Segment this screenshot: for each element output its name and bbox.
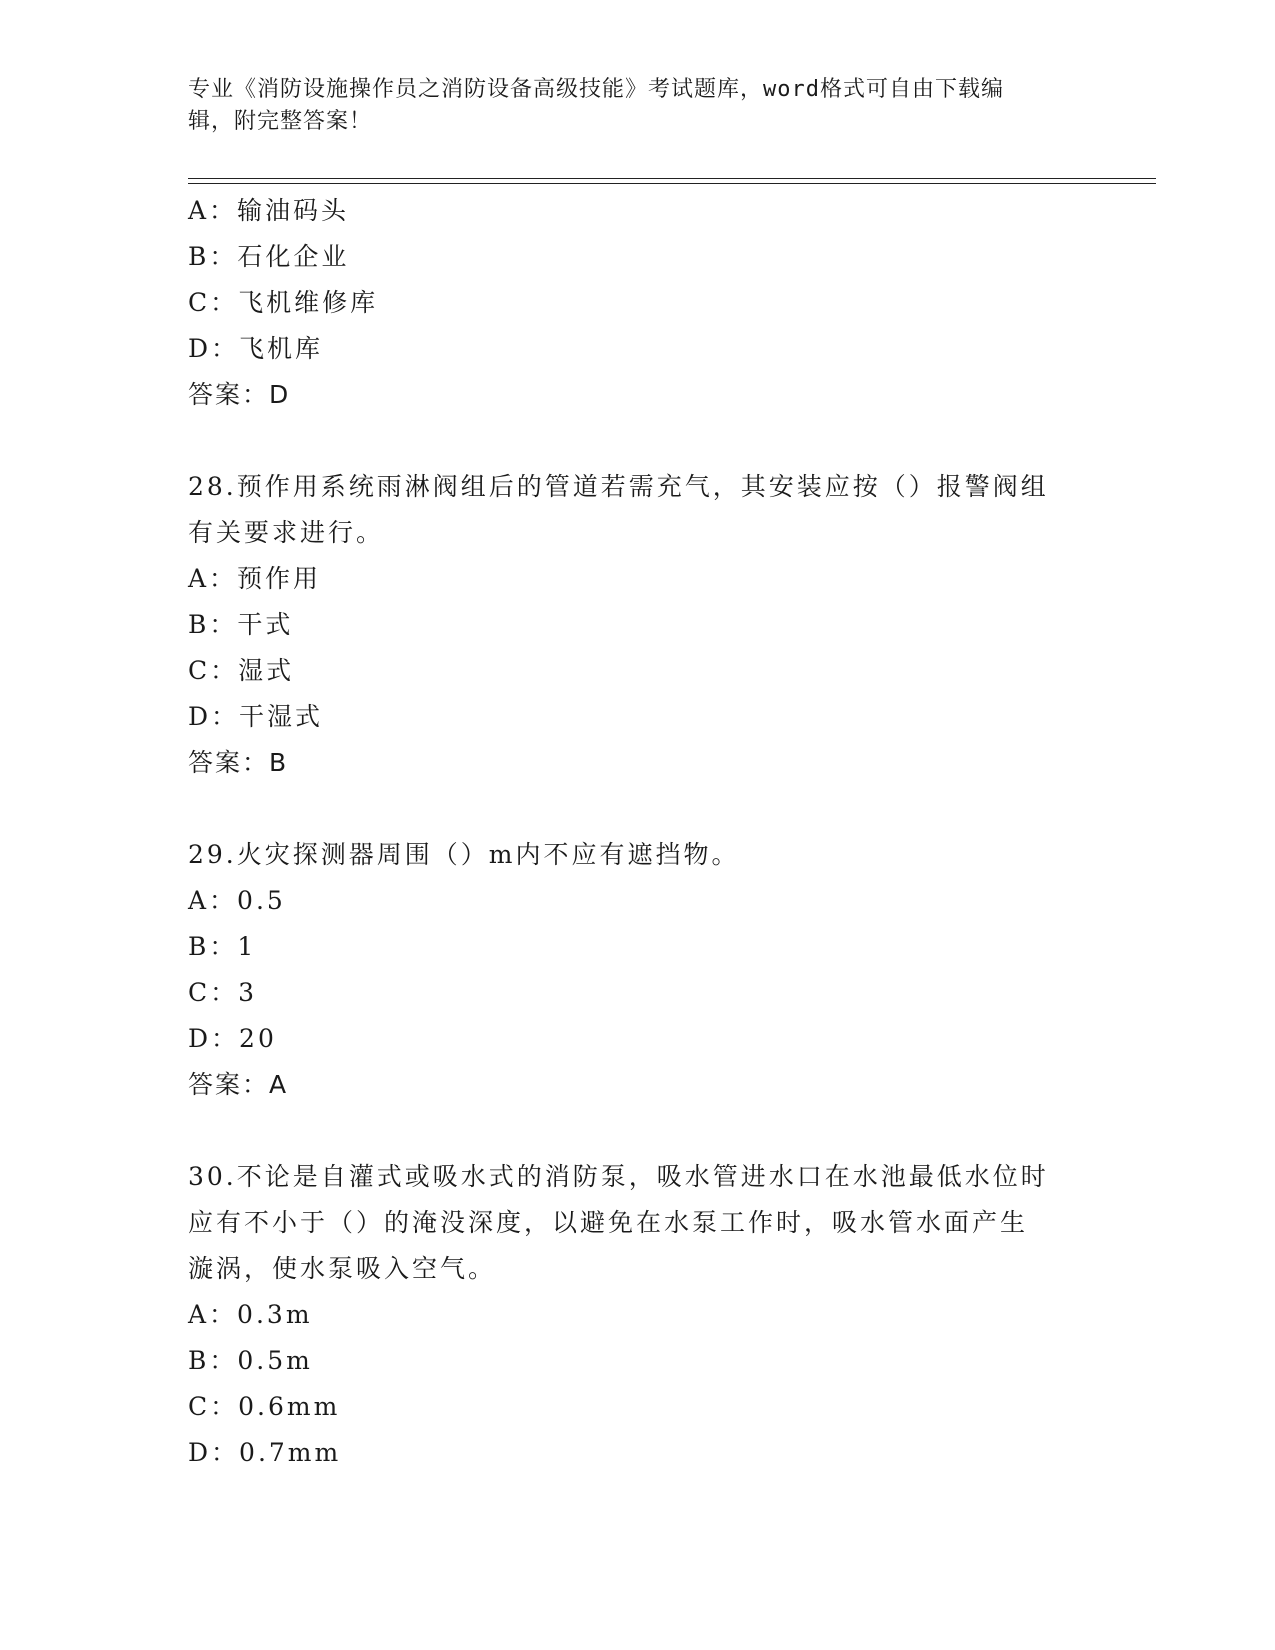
question-spacer	[188, 786, 1088, 832]
question-text-line-3: 漩涡，使水泵吸入空气。	[188, 1254, 497, 1283]
header-rule-top	[188, 178, 1156, 179]
option-b: B：0.5m	[188, 1346, 313, 1375]
option-c: C：0.6mm	[188, 1392, 341, 1421]
option-a: A：输油码头	[188, 196, 350, 225]
question-text-line-1: 30.不论是自灌式或吸水式的消防泵，吸水管进水口在水池最低水位时	[188, 1162, 1049, 1191]
option-b: B：石化企业	[188, 242, 350, 271]
header-line-1: 专业《消防设施操作员之消防设备高级技能》考试题库，word格式可自由下载编	[188, 77, 1004, 102]
question-spacer	[188, 1108, 1088, 1154]
question-list	[188, 188, 1088, 1476]
header-line-2: 辑，附完整答案！	[188, 109, 373, 134]
answer: 答案：A	[188, 1070, 289, 1099]
option-a: A：0.3m	[188, 1300, 313, 1329]
answer: 答案：D	[188, 380, 291, 409]
answer: 答案：B	[188, 748, 289, 777]
question-text-line-2: 应有不小于（）的淹没深度，以避免在水泵工作时，吸水管水面产生	[188, 1208, 1029, 1237]
question-text-line-1: 28.预作用系统雨淋阀组后的管道若需充气，其安装应按（）报警阀组	[188, 472, 1049, 501]
question-text-line-2: 有关要求进行。	[188, 518, 385, 547]
document-header	[188, 74, 1088, 138]
option-d: D：0.7mm	[188, 1438, 342, 1467]
option-b: B：干式	[188, 610, 294, 639]
option-a: A：0.5	[188, 886, 286, 915]
question-text-line-1: 29.火灾探测器周围（）m内不应有遮挡物。	[188, 840, 740, 869]
option-a: A：预作用	[188, 564, 322, 593]
question-27	[188, 188, 1088, 418]
question-28	[188, 464, 1088, 786]
question-30	[188, 1154, 1088, 1476]
option-c: C：3	[188, 978, 258, 1007]
option-d: D：20	[188, 1024, 277, 1053]
option-c: C：湿式	[188, 656, 295, 685]
option-d: D：飞机库	[188, 334, 324, 363]
option-c: C：飞机维修库	[188, 288, 379, 317]
question-29	[188, 832, 1088, 1108]
option-d: D：干湿式	[188, 702, 324, 731]
question-spacer	[188, 418, 1088, 464]
header-rule-bottom	[188, 183, 1156, 184]
option-b: B：1	[188, 932, 257, 961]
